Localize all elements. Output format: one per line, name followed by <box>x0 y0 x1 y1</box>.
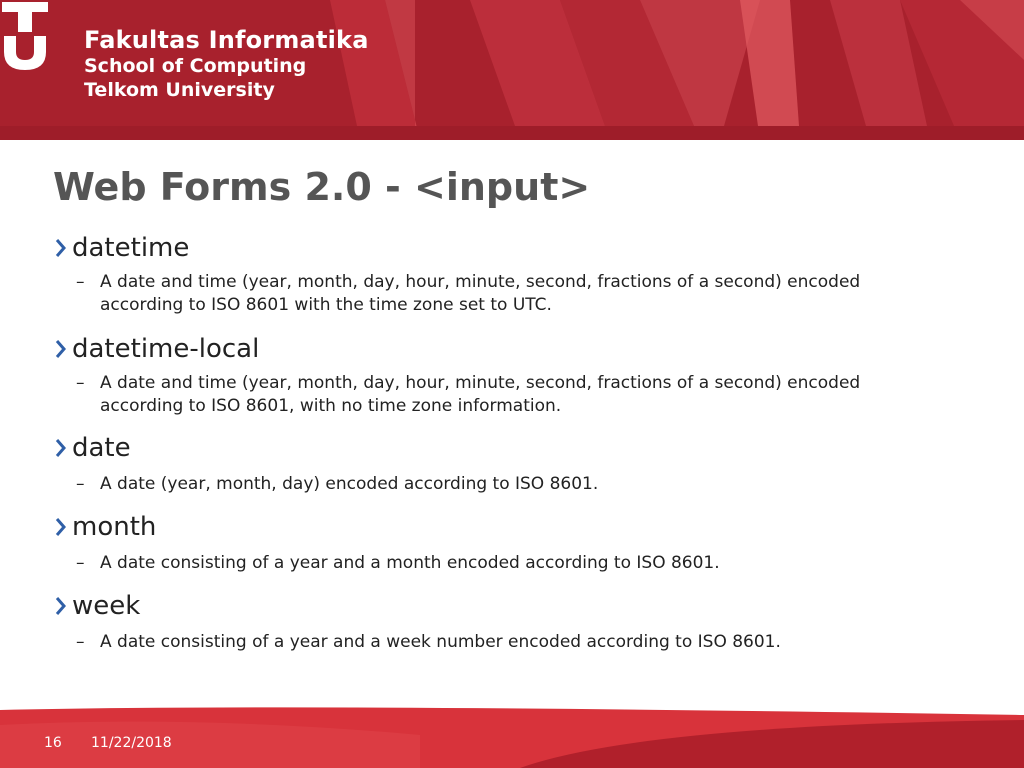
term-description: A date consisting of a year and a month encoded according to ISO 8601. <box>100 553 720 573</box>
chevron-right-icon <box>54 339 68 359</box>
telkom-logo-icon <box>0 0 50 72</box>
list-item <box>54 589 954 654</box>
faculty-name: Fakultas Informatika <box>84 26 369 54</box>
logo-wordmark <box>84 28 369 102</box>
term-description: A date and time (year, month, day, hour, minute, second, fractions of a second) encoded according to ISO 8601, with no time zone information. <box>100 373 861 416</box>
slide-date: 11/22/2018 <box>91 735 172 751</box>
dash-marker: – <box>76 272 85 292</box>
term-label: month <box>72 512 157 542</box>
dash-marker: – <box>76 373 85 393</box>
list-item <box>54 231 954 317</box>
term-label: week <box>72 591 141 621</box>
chevron-right-icon <box>54 438 68 458</box>
list-item <box>54 510 954 575</box>
term-description: A date and time (year, month, day, hour, minute, second, fractions of a second) encoded according to ISO 8601 with the time zone set to UTC. <box>100 272 861 315</box>
dash-marker: – <box>76 474 85 494</box>
term-label: datetime <box>72 233 190 263</box>
chevron-right-icon <box>54 238 68 258</box>
dash-marker: – <box>76 553 85 573</box>
school-name: School of Computing <box>84 55 307 77</box>
chevron-right-icon <box>54 596 68 616</box>
page-number: 16 <box>44 735 62 751</box>
term-label: datetime-local <box>72 334 260 364</box>
university-name: Telkom University <box>84 79 275 101</box>
term-description: A date (year, month, day) encoded according to ISO 8601. <box>100 474 599 494</box>
dash-marker: – <box>76 632 85 652</box>
chevron-right-icon <box>54 517 68 537</box>
content-list <box>54 231 954 654</box>
list-item <box>54 332 954 418</box>
slide-title: Web Forms 2.0 - <input> <box>53 165 591 209</box>
term-label: date <box>72 433 131 463</box>
term-description: A date consisting of a year and a week number encoded according to ISO 8601. <box>100 632 781 652</box>
list-item <box>54 431 954 496</box>
header-banner <box>0 0 1024 140</box>
